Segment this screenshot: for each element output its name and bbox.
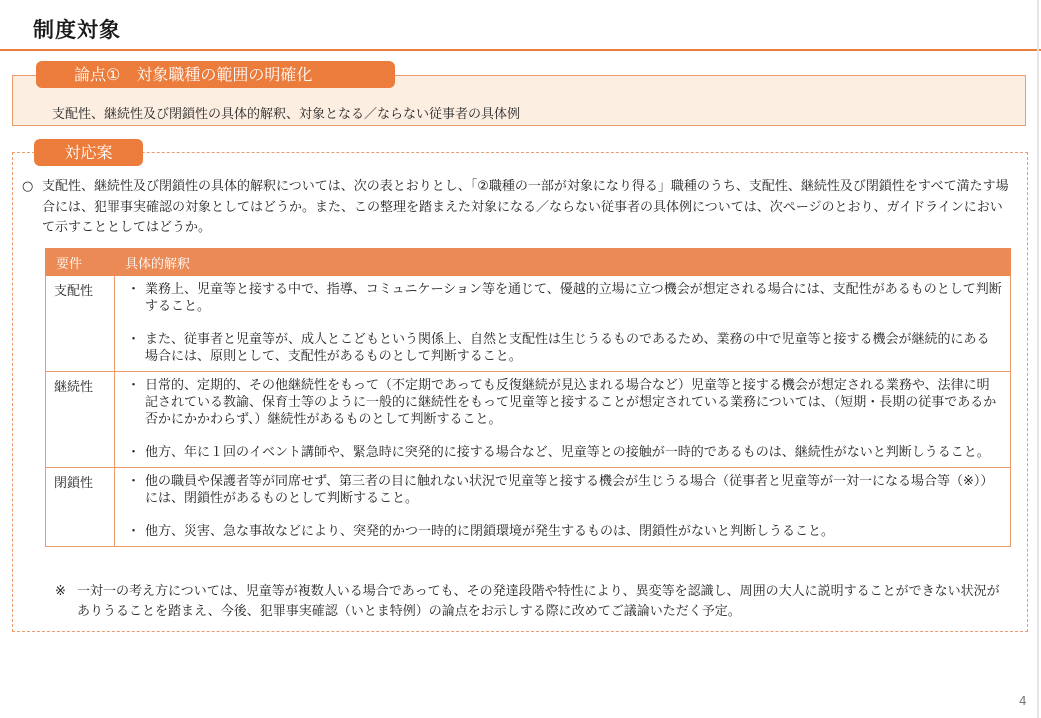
dot-bullet-icon: ・	[127, 445, 141, 460]
row-term: 支配性	[46, 276, 115, 372]
list-item-text: また、従事者と児童等が、成人とこどもという関係上、自然と支配性は生じうるものであるため、業務の中で児童等と接する機会が継続的にある場合には、原則として、支配性があるものとして判断すること。	[145, 332, 990, 364]
response-tab: 対応案	[34, 139, 143, 166]
row-interpretation	[115, 468, 1011, 547]
table-header-interpretation: 具体的解釈	[115, 249, 1011, 276]
row-term: 閉鎖性	[46, 468, 115, 547]
list-item-text: 日常的、定期的、その他継続性をもって（不定期であっても反復継続が見込まれる場合など）児童等と接する機会が想定される業務や、法律に明記されている教諭、保育士等のように一般的に継続性をもって児童等と接することが想定されている業務については、（短期・長期の従事であるか否かにかかわらず、）継続性があるものとして判断すること。	[145, 378, 997, 427]
list-item-text: 他方、災害、急な事故などにより、突発的かつ一時的に閉鎖環境が発生するものは、閉鎖性がないと判断しうること。	[145, 524, 835, 539]
dot-bullet-icon: ・	[127, 332, 141, 347]
response-intro	[22, 177, 1012, 239]
table-header-requirement: 要件	[46, 249, 115, 276]
row-term: 継続性	[46, 372, 115, 468]
footnote-text: 一対一の考え方については、児童等が複数人いる場合であっても、その発達段階や特性により、異変等を認識し、周囲の大人に説明することができない状況がありうることを踏まえ、今後、犯罪事実確認（いとま特例）の論点をお示しする際に改めてご議論いただく予定。	[77, 584, 1000, 619]
list-item-text: 業務上、児童等と接する中で、指導、コミュニケーション等を通じて、優越的立場に立つ機会が想定される場合には、支配性があるものとして判断すること。	[145, 282, 1002, 314]
list-item	[123, 377, 1002, 428]
issue-tab-text: 対象職種の範囲の明確化	[136, 65, 313, 84]
list-item-text: 他方、年に１回のイベント講師や、緊急時に突発的に接する場合など、児童等との接触が一時的であるものは、継続性がないと判断しうること。	[145, 445, 990, 460]
issue-description: 支配性、継続性及び閉鎖性の具体的解釈、対象となる／ならない従事者の具体例	[52, 107, 521, 122]
table-header-row	[46, 249, 1011, 276]
list-item	[123, 281, 1002, 315]
table-row	[46, 276, 1011, 372]
dot-bullet-icon: ・	[127, 524, 141, 539]
dot-bullet-icon: ・	[127, 474, 141, 489]
table-row	[46, 468, 1011, 547]
reference-mark-icon: ※	[55, 584, 66, 599]
page-number: 4	[1019, 694, 1027, 708]
list-item	[123, 523, 1002, 540]
list-item	[123, 331, 1002, 365]
footnote	[55, 582, 1005, 622]
criteria-table	[45, 248, 1011, 547]
circle-bullet-icon: ○	[22, 179, 34, 194]
issue-tab	[36, 61, 395, 88]
dot-bullet-icon: ・	[127, 378, 141, 393]
page-title: 制度対象	[33, 18, 121, 42]
list-item	[123, 444, 1002, 461]
row-interpretation	[115, 372, 1011, 468]
slide-edge	[1037, 0, 1039, 718]
row-interpretation	[115, 276, 1011, 372]
response-intro-text: 支配性、継続性及び閉鎖性の具体的解釈については、次の表とおりとし、「②職種の一部が対象になり得る」職種のうち、支配性、継続性及び閉鎖性をすべて満たす場合には、犯罪事実確認の対象としてはどうか。また、この整理を踏まえた対象になる／ならない従事者の具体例については、次ページのとおり、ガイドラインにおいて示すこととしてはどうか。	[42, 179, 1009, 235]
list-item-text: 他の職員や保護者等が同席せず、第三者の目に触れない状況で児童等と接する機会が生じうる場合（従事者と児童等が一対一になる場合等（※））には、閉鎖性があるものとして判断すること。	[145, 474, 994, 506]
table-row	[46, 372, 1011, 468]
title-divider	[0, 49, 1041, 51]
issue-tab-prefix: 論点①	[74, 65, 121, 84]
dot-bullet-icon: ・	[127, 282, 141, 297]
list-item	[123, 473, 1002, 507]
